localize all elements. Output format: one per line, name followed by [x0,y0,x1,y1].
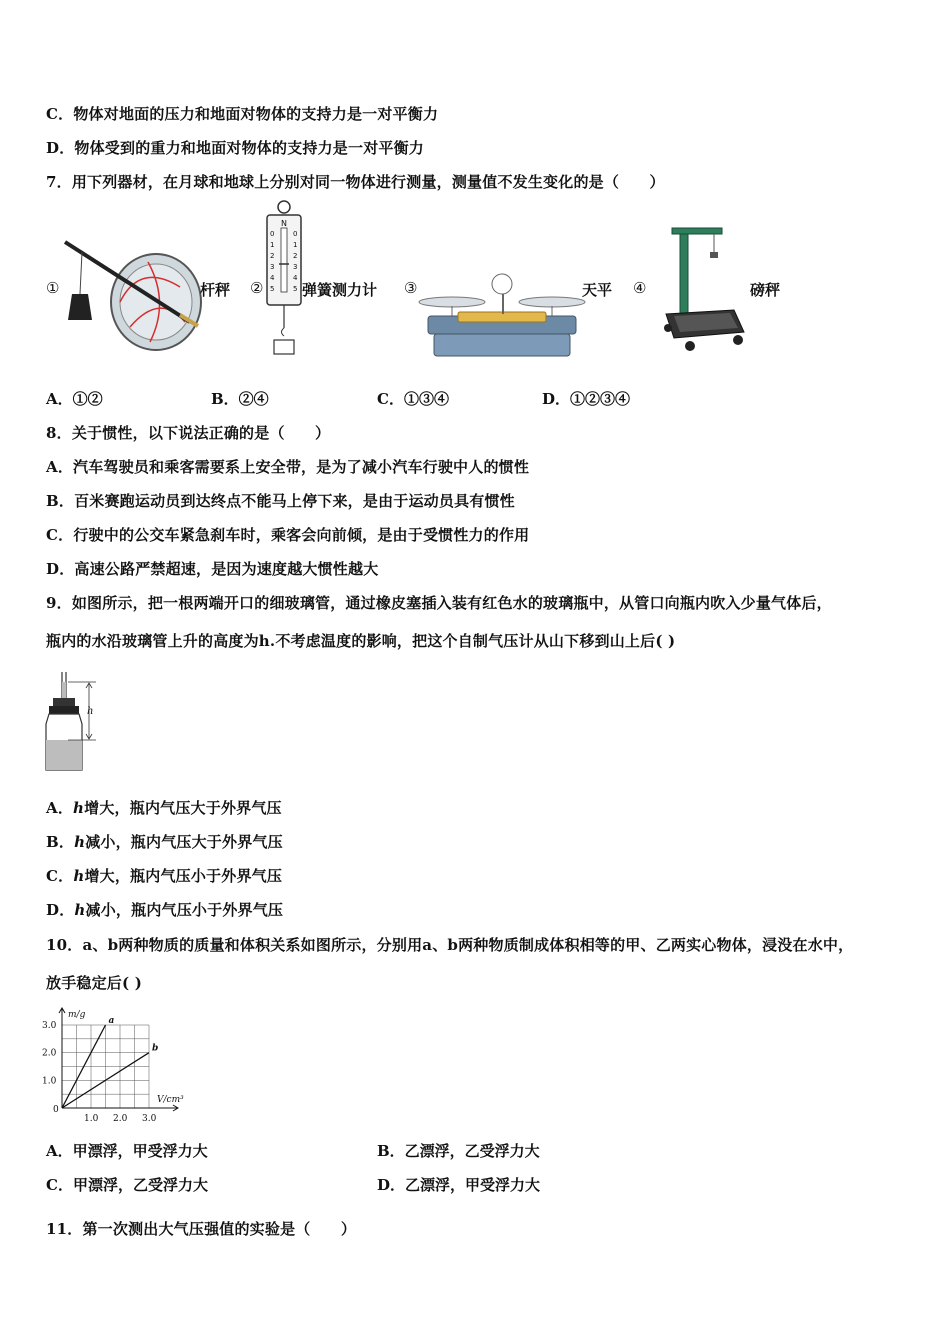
q8-option-d: D．高速公路严禁超速，是因为速度越大惯性越大 [46,560,379,578]
q7-item-1-num: ① [46,279,60,297]
q10-option-b: B．乙漂浮，乙受浮力大 [377,1142,540,1160]
q7-option-b: B．②④ [211,390,269,408]
spring-scale-unit: N [281,219,287,228]
platform-scale-figure [660,222,750,354]
q10-option-a: A．甲漂浮，甲受浮力大 [46,1142,208,1160]
scale-mark: 2 [270,252,275,260]
x-tick-label: 2.0 [113,1114,128,1124]
q7-item-1-label: 杆秤 [200,281,231,299]
q8-stem: 8．关于惯性，以下说法正确的是（ ） [46,424,331,442]
spring-scale-figure [262,198,306,358]
q11-stem: 11．第一次测出大气压强值的实验是（ ） [46,1220,357,1238]
q9-option-b: B．h减小，瓶内气压大于外界气压 [46,833,283,851]
steelyard-figure [60,232,210,357]
scale-mark: 4 [293,274,298,282]
q9-option-c: C．h增大，瓶内气压小于外界气压 [46,867,283,885]
q7-item-2-num: ② [250,279,264,297]
q7-stem: 7．用下列器材，在月球和地球上分别对同一物体进行测量，测量值不发生变化的是（ ） [46,173,665,191]
origin-label: 0 [53,1105,59,1115]
y-tick-label: 3.0 [42,1021,57,1031]
q7-item-3-label: 天平 [582,281,613,299]
scale-mark: 5 [270,285,275,293]
scale-mark: 4 [270,274,275,282]
q10-option-c: C．甲漂浮，乙受浮力大 [46,1176,208,1194]
q8-option-b: B．百米赛跑运动员到达终点不能马上停下来，是由于运动员具有惯性 [46,492,515,510]
q6-option-c: C．物体对地面的压力和地面对物体的支持力是一对平衡力 [46,105,439,123]
y-tick-label: 2.0 [42,1048,57,1059]
q8-option-c: C．行驶中的公交车紧急刹车时，乘客会向前倾，是由于受惯性力的作用 [46,526,530,544]
q7-item-3-num: ③ [404,279,418,297]
x-tick-label: 1.0 [84,1114,99,1124]
scale-mark: 5 [293,285,298,293]
series-label-b: b [152,1043,159,1054]
q7-item-4-label: 磅秤 [750,281,781,299]
q10-stem-line2: 放手稳定后( ) [46,974,143,992]
scale-mark: 3 [293,263,298,271]
scale-mark: 2 [293,252,298,260]
barometer-bottle-figure [44,668,106,776]
scale-mark: 3 [270,263,275,271]
q7-item-4-num: ④ [633,279,647,297]
q8-option-a: A．汽车驾驶员和乘客需要系上安全带，是为了减小汽车行驶中人的惯性 [46,458,530,476]
scale-mark: 0 [293,230,298,238]
y-axis-label: m/g [68,1010,86,1020]
q9-stem-line1: 9．如图所示，把一根两端开口的细玻璃管，通过橡皮塞插入装有红色水的玻璃瓶中，从管口向瓶内吹入少量气体后， [46,594,832,612]
x-tick-label: 3.0 [142,1114,157,1124]
scale-mark: 1 [270,241,275,249]
q7-item-2-label: 弹簧测力计 [302,281,378,299]
q7-option-d: D．①②③④ [542,390,631,408]
q9-option-a: A．h增大，瓶内气压大于外界气压 [46,799,282,817]
q10-option-d: D．乙漂浮，甲受浮力大 [377,1176,541,1194]
scale-mark: 1 [293,241,298,249]
q10-stem-line1: 10．a、b两种物质的质量和体积关系如图所示，分别用a、b两种物质制成体积相等的甲、乙两实心物体，浸没在水中， [46,936,854,954]
q6-option-d: D．物体受到的重力和地面对物体的支持力是一对平衡力 [46,139,425,157]
q9-option-d: D．h减小，瓶内气压小于外界气压 [46,901,284,919]
scale-mark: 0 [270,230,275,238]
balance-figure [418,270,586,360]
q7-option-a: A．①② [46,390,103,408]
q9-stem-line2: 瓶内的水沿玻璃管上升的高度为h.不考虑温度的影响，把这个自制气压计从山下移到山上后( ) [46,632,676,650]
mass-volume-chart [40,1004,200,1128]
x-axis-label: V/cm³ [157,1095,184,1105]
q7-option-c: C．①③④ [377,390,449,408]
y-tick-label: 1.0 [42,1076,57,1087]
barometer-h-label: h [87,706,94,717]
series-label-a: a [108,1016,115,1026]
